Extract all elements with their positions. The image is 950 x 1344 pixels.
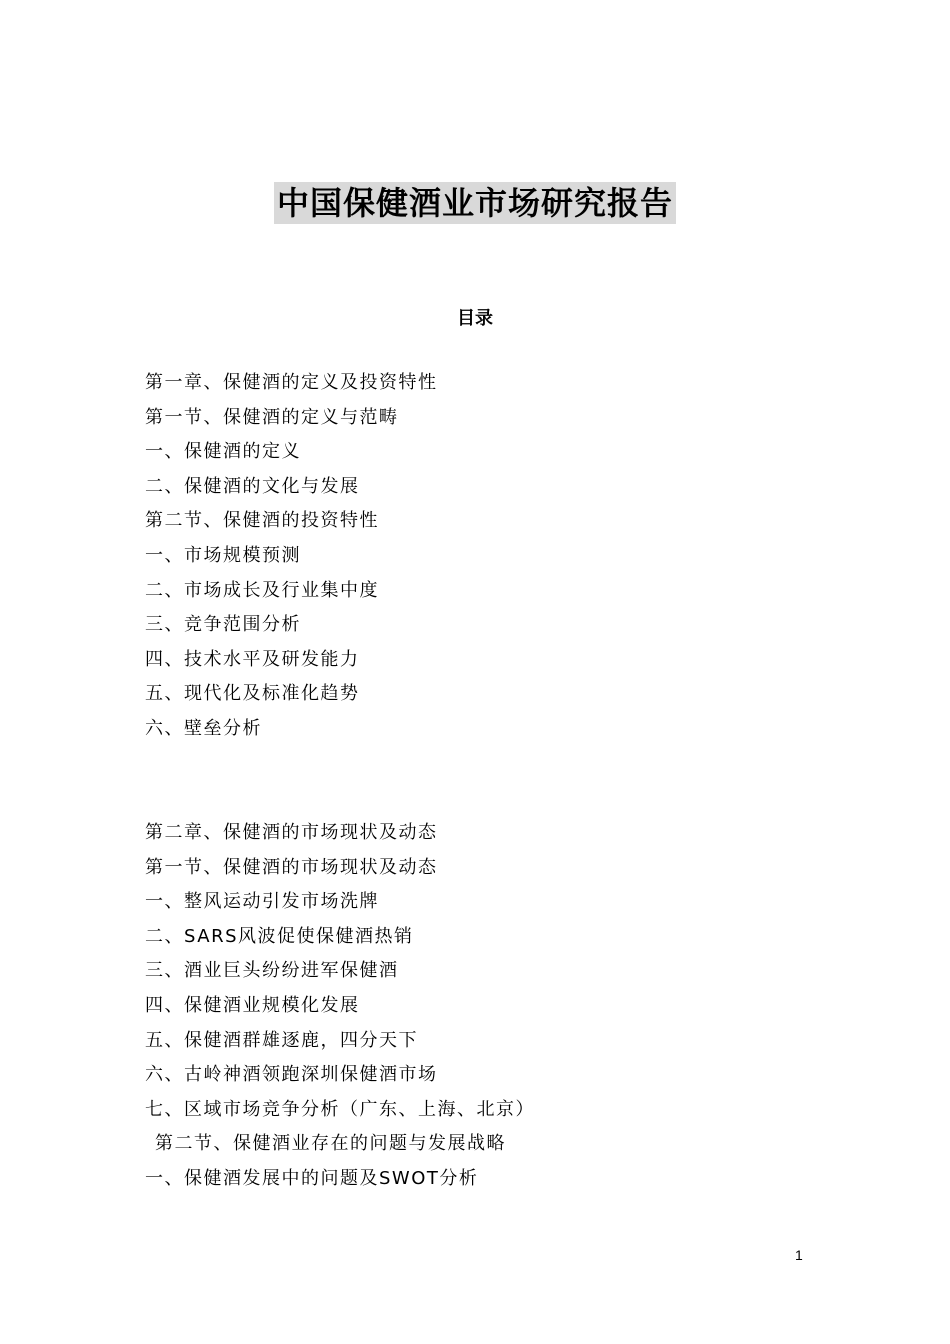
toc-entry: 六、壁垒分析 [145,717,262,739]
page-number: 1 [795,1247,803,1263]
toc-entry: 四、技术水平及研发能力 [145,648,360,670]
toc-entry: 第一章、保健酒的定义及投资特性 [145,372,438,393]
toc-entry: 六、古岭神酒领跑深圳保健酒市场 [145,1064,438,1086]
toc-heading: 目录 [457,308,493,329]
toc-entry: 一、保健酒的定义 [145,441,301,463]
toc-entry: 一、保健酒发展中的问题及SWOT分析 [145,1167,479,1189]
toc-entry: 第二节、保健酒业存在的问题与发展战略 [155,1133,506,1155]
toc-entry: 三、竞争范围分析 [145,614,301,636]
toc-entry: 第二节、保健酒的投资特性 [145,510,379,532]
title-container [0,182,950,224]
toc-entry: 四、保健酒业规模化发展 [145,994,360,1016]
toc-entry: 第二章、保健酒的市场现状及动态 [145,822,438,843]
document-title: 中国保健酒业市场研究报告 [274,182,676,224]
toc-entry: 第一节、保健酒的市场现状及动态 [145,856,438,878]
toc-entry: 第一节、保健酒的定义与范畴 [145,406,399,428]
toc-entry: 七、区域市场竞争分析（广东、上海、北京） [145,1098,535,1120]
toc-entry: 五、保健酒群雄逐鹿，四分天下 [145,1029,418,1051]
toc-chapter-2 [145,816,845,1197]
toc-entry: 一、市场规模预测 [145,544,301,566]
toc-entry: 二、保健酒的文化与发展 [145,475,360,497]
toc-entry: 二、SARS风波促使保健酒热销 [145,925,414,947]
toc-entry: 三、酒业巨头纷纷进军保健酒 [145,960,399,982]
toc-chapter-1 [145,366,845,747]
toc-entry: 一、整风运动引发市场洗牌 [145,891,379,913]
toc-entry: 五、现代化及标准化趋势 [145,683,360,705]
toc-entry: 二、市场成长及行业集中度 [145,579,379,601]
